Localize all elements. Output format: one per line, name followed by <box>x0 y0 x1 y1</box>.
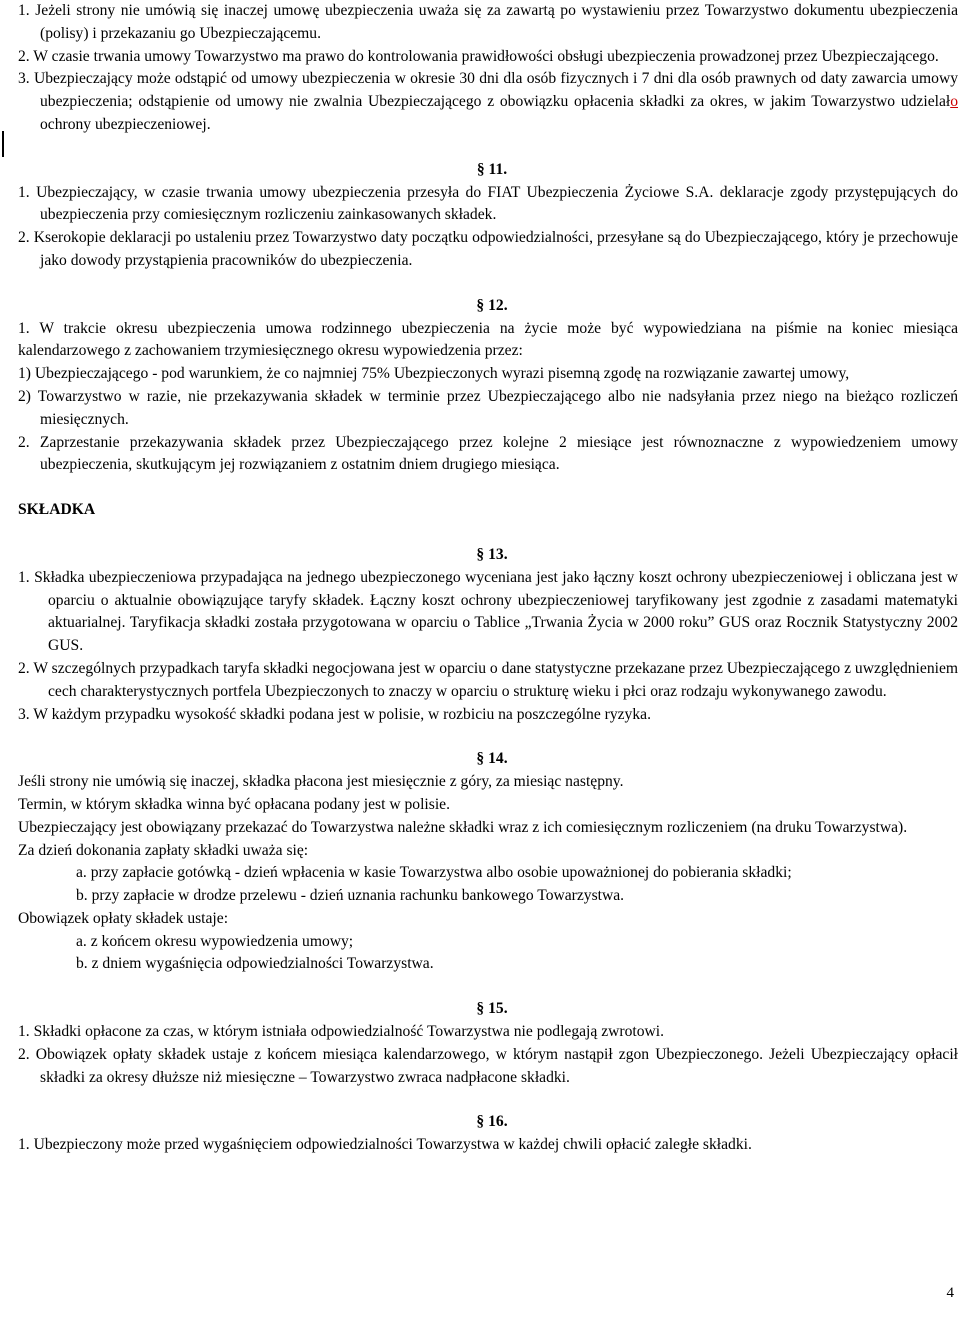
document-page <box>18 0 958 1157</box>
section-title-16: § 16. <box>476 1113 508 1131</box>
section-title-12: § 12. <box>476 296 508 314</box>
s11-paragraph-1: 1. Ubezpieczający, w czasie trwania umowy ubezpieczenia przesyła do FIAT Ubezpieczenia Życiowe S.A. deklaracje zgody przystępujących do ubezpieczenia przy comiesięcznym rozliczeniu zainkasowanych składek. <box>18 183 958 224</box>
section-title-14: § 14. <box>476 750 508 768</box>
s14-item-a1: a. przy zapłacie gotówką - dzień wpłacenia w kasie Towarzystwa albo osobie upoważnionej do pobierania składki; <box>76 864 792 882</box>
s13-paragraph-2: 2. W szczególnych przypadkach taryfa składki negocjowana jest w oparciu o dane statystyczne przekazane przez Ubezpieczającego z uwzględnieniem cech charakterystycznych portfela Ubezpieczonych to znaczy w oparciu o strukturę wieku i płci oraz rodzaju wykonywanego zawodu. <box>18 659 958 700</box>
s12-paragraph-1: 1. W trakcie okresu ubezpieczenia umowa rodzinnego ubezpieczenia na życie może być wypowiedziana na piśmie na koniec miesiąca kalendarzowego z zachowaniem trzymiesięcznego okresu wypowiedzenia przez: <box>18 319 958 360</box>
s13-paragraph-1: 1. Składka ubezpieczeniowa przypadająca na jednego ubezpieczonego wyceniana jest jako łączny koszt ochrony ubezpieczeniowej i obliczana jest w oparciu o aktualnie obowiązujące taryfy składek. Łączny koszt ochrony ubezpieczeniowej taryfikowany jest zgodnie z zasadami matematyki aktuarialnej. Taryfikacja składki została przygotowana w oparciu o Tablice „Trwania Życia w 2000 roku” GUS oraz Rocznik Statystyczny 2002 GUS. <box>18 568 958 655</box>
change-bar <box>2 131 4 157</box>
section-title-11: § 11. <box>476 160 508 178</box>
s14-line-4: Za dzień dokonania zapłaty składki uważa się: <box>18 841 309 859</box>
s15-paragraph-1: 1. Składki opłacone za czas, w którym istniała odpowiedzialność Towarzystwa nie podlegają zwrotowi. <box>18 1023 665 1041</box>
s14-line-1: Jeśli strony nie umówią się inaczej, składka płacona jest miesięcznie z góry, za miesiąc następny. <box>18 773 624 791</box>
paragraph-3-text: 3. Ubezpieczający może odstąpić od umowy ubezpieczenia w okresie 30 dni dla osób fizycznych i 7 dni dla osób prawnych od daty zawarcia umowy ubezpieczenia; odstąpienie od umowy nie zwalnia Ubezpieczającego z obowiązku opłacenia składki za okres, w jakim Towarzystwo udzielał <box>18 70 958 111</box>
s14-item-b2: b. z dniem wygaśnięcia odpowiedzialności Towarzystwa. <box>76 955 434 973</box>
s14-line-3: Ubezpieczający jest obowiązany przekazać do Towarzystwa należne składki wraz z ich comiesięcznym rozliczeniem (na druku Towarzystwa). <box>18 818 908 836</box>
s14-item-a2: a. z końcem okresu wypowiedzenia umowy; <box>76 932 354 950</box>
paragraph-3 <box>18 68 958 136</box>
paragraph-2: 2. W czasie trwania umowy Towarzystwo ma prawo do kontrolowania prawidłowości obsługi ubezpieczenia prowadzonej przez Ubezpieczającego. <box>18 47 939 65</box>
s16-paragraph-1: 1. Ubezpieczony może przed wygaśnięciem odpowiedzialności Towarzystwa w każdej chwili opłacić zaległe składki. <box>18 1136 752 1154</box>
tracked-change: o <box>950 93 958 111</box>
s12-paragraph-2: 2. Zaprzestanie przekazywania składek przez Ubezpieczającego przez kolejne 2 miesiące jest równoznaczne z wypowiedzeniem umowy ubezpieczenia, skutkującym jej rozwiązaniem z ostatnim dniem drugiego miesiąca. <box>18 433 958 474</box>
section-heading: SKŁADKA <box>18 501 96 519</box>
s12-item-1: 1) Ubezpieczającego - pod warunkiem, że co najmniej 75% Ubezpieczonych wyrazi pisemną zgodę na rozwiązanie zawartej umowy, <box>18 365 850 383</box>
s14-line-2: Termin, w którym składka winna być opłacana podany jest w polisie. <box>18 795 450 813</box>
s14-line-5: Obowiązek opłaty składek ustaje: <box>18 909 229 927</box>
section-title-15: § 15. <box>476 1000 508 1018</box>
s14-item-b1: b. przy zapłacie w drodze przelewu - dzień uznania rachunku bankowego Towarzystwa. <box>76 887 625 905</box>
s15-paragraph-2: 2. Obowiązek opłaty składek ustaje z końcem miesiąca kalendarzowego, w którym nastąpił zgon Ubezpieczonego. Jeżeli Ubezpieczający opłacił składki za okresy dłuższe niż miesięczne – Towarzystwo zwraca nadpłacone składki. <box>18 1045 958 1086</box>
section-title-13: § 13. <box>476 545 508 563</box>
paragraph-3-end: ochrony ubezpieczeniowej. <box>40 115 211 133</box>
page-number: 4 <box>946 1285 954 1301</box>
s11-paragraph-2: 2. Kserokopie deklaracji po ustaleniu przez Towarzystwo daty początku odpowiedzialności, przesyłane są do Ubezpieczającego, który je przechowuje jako dowody przystąpienia pracowników do ubezpieczenia. <box>18 229 958 269</box>
s12-item-2: 2) Towarzystwo w razie, nie przekazywania składek w terminie przez Ubezpieczającego albo nie nadsyłania przez niego na bieżąco rozliczeń miesięcznych. <box>18 387 958 428</box>
s13-paragraph-3: 3. W każdym przypadku wysokość składki podana jest w polisie, w rozbiciu na poszczególne ryzyka. <box>18 705 651 723</box>
paragraph-1: 1. Jeżeli strony nie umówią się inaczej umowę ubezpieczenia uważa się za zawartą po wystawieniu przez Towarzystwo dokumentu ubezpieczenia (polisy) i przekazaniu go Ubezpieczającemu. <box>18 2 958 42</box>
